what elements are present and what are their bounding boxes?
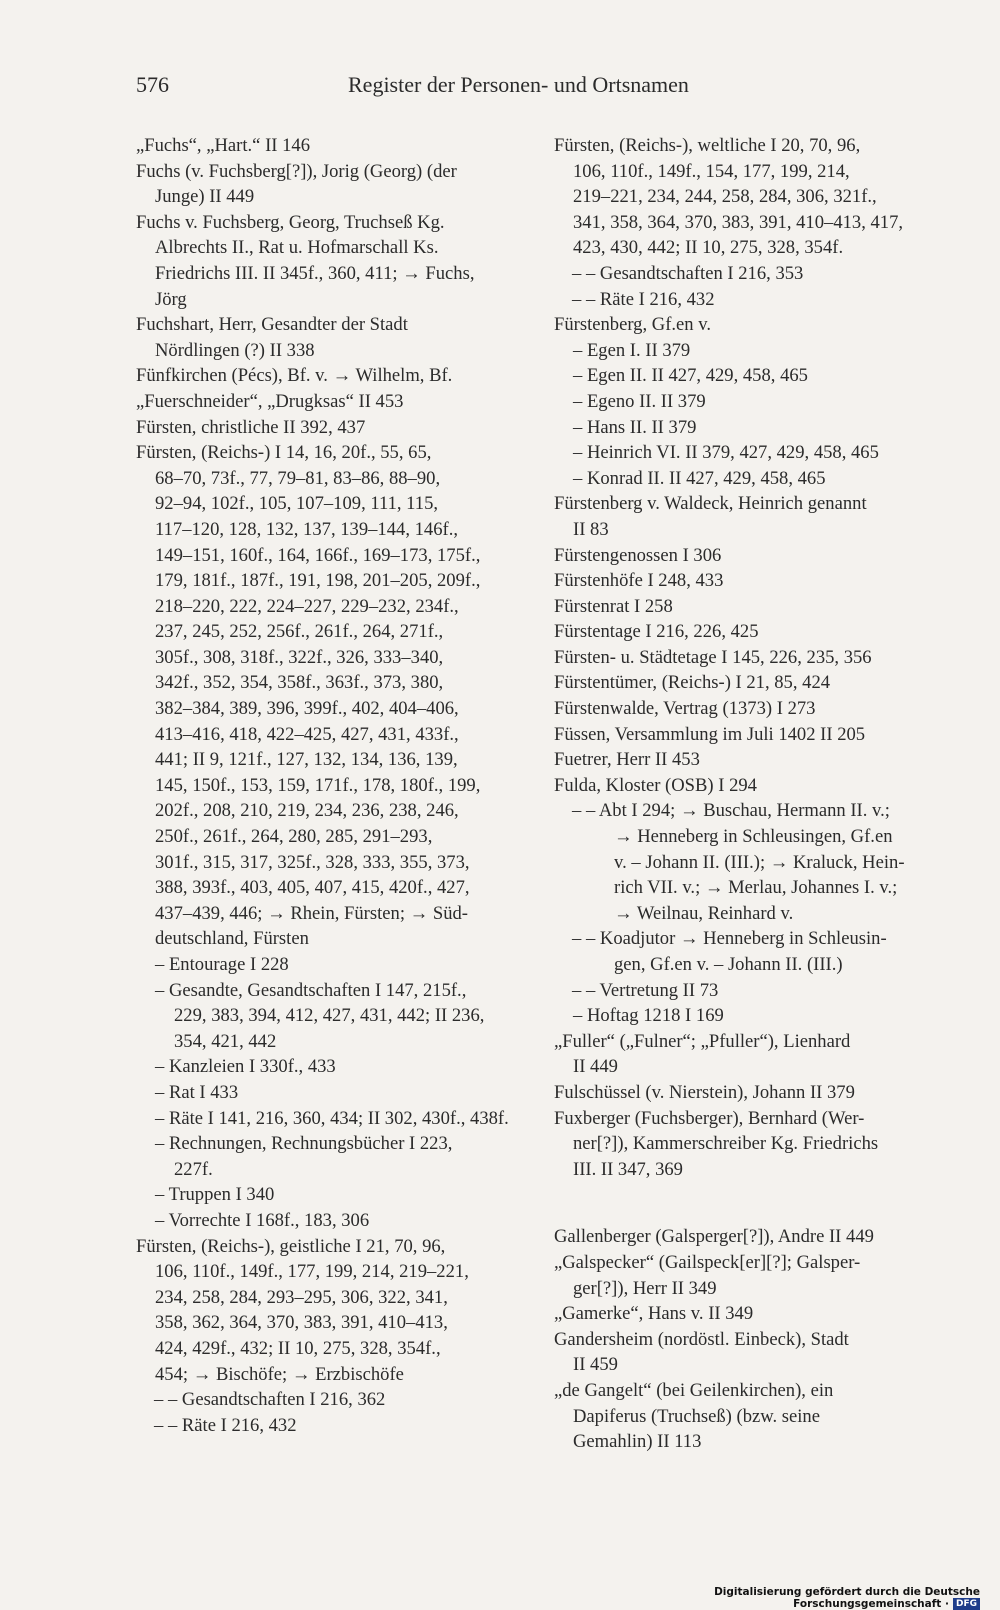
index-entry	[554, 798, 944, 926]
index-entry-line: 437–439, 446; → Rhein, Fürsten; → Süd-	[155, 902, 468, 924]
index-entry-line: – Hans II. II 379	[573, 416, 697, 438]
index-entry	[136, 312, 521, 363]
index-entry-line: – – Räte I 216, 432	[572, 288, 715, 310]
index-entry	[554, 287, 944, 313]
index-entry	[136, 1413, 521, 1439]
index-entry	[554, 440, 944, 466]
index-column-right	[554, 133, 944, 1455]
index-entry-line: Fuchshart, Herr, Gesandter der Stadt	[136, 314, 408, 336]
index-entry	[554, 1301, 944, 1327]
index-entry-line: Fürstenberg v. Waldeck, Heinrich genannt	[554, 493, 867, 515]
index-entry-line: v. – Johann II. (III.); → Kraluck, Hein-	[614, 851, 905, 873]
index-entry-line: Fürstenhöfe I 248, 433	[554, 570, 724, 592]
index-entry-line: 145, 150f., 153, 159, 171f., 178, 180f., 199,	[155, 774, 481, 796]
index-entry-line: Gallenberger (Galsperger[?]), Andre II 449	[554, 1226, 874, 1248]
letter-section-gap	[554, 1182, 944, 1224]
index-entry	[554, 747, 944, 773]
index-entry	[136, 1106, 521, 1132]
index-entry-line: II 449	[573, 1056, 618, 1078]
index-entry-line: Nördlingen (?) II 338	[155, 339, 315, 361]
index-entry-line: Friedrichs III. II 345f., 360, 411; → Fuchs,	[155, 262, 475, 284]
index-entry	[554, 1080, 944, 1106]
index-entry-line: „Fuller“ („Fulner“; „Pfuller“), Lienhard	[554, 1030, 851, 1052]
index-entry	[554, 568, 944, 594]
index-entry-line: – Heinrich VI. II 379, 427, 429, 458, 465	[573, 442, 879, 464]
index-entry-line: 227f.	[174, 1158, 213, 1180]
index-entry-line: 454; → Bischöfe; → Erzbischöfe	[155, 1363, 404, 1385]
index-entry-line: – Vorrechte I 168f., 183, 306	[155, 1209, 370, 1231]
index-entry-line: – Rat I 433	[155, 1081, 239, 1103]
index-entry-line: Fürstenberg, Gf.en v.	[554, 314, 711, 336]
index-entry	[554, 338, 944, 364]
index-entry-line: 305f., 308, 318f., 322f., 326, 333–340,	[155, 646, 444, 668]
index-entry-line: „de Gangelt“ (bei Geilenkirchen), ein	[554, 1379, 834, 1401]
index-entry-line: – Kanzleien I 330f., 433	[155, 1056, 336, 1078]
index-entry-line: – Egen II. II 427, 429, 458, 465	[573, 365, 808, 387]
index-entry-line: 106, 110f., 149f., 154, 177, 199, 214,	[573, 160, 850, 182]
index-entry-line: 423, 430, 442; II 10, 275, 328, 354f.	[573, 237, 844, 259]
index-entry	[136, 210, 521, 312]
index-entry	[554, 1378, 944, 1455]
index-entry-line: 424, 429f., 432; II 10, 275, 328, 354f.,	[155, 1337, 441, 1359]
index-entry	[554, 1106, 944, 1183]
index-entry-line: „Gamerke“, Hans v. II 349	[554, 1303, 754, 1325]
index-entry	[136, 1054, 521, 1080]
index-entry	[554, 363, 944, 389]
index-entry-line: deutschland, Fürsten	[155, 928, 309, 950]
index-entry	[554, 491, 944, 542]
index-entry-line: – – Gesandtschaften I 216, 353	[572, 262, 804, 284]
index-entry-line: – – Vertretung II 73	[572, 979, 719, 1001]
index-entry-line: 250f., 261f., 264, 280, 285, 291–293,	[155, 826, 433, 848]
index-entry	[554, 466, 944, 492]
footer-text: Digitalisierung gefördert durch die Deutsche Forschungsgemeinschaft ·	[714, 1586, 980, 1610]
index-entry	[554, 1224, 944, 1250]
index-entry-line: Dapiferus (Truchseß) (bzw. seine	[573, 1405, 820, 1427]
page-number: 576	[136, 72, 169, 97]
index-entry	[554, 415, 944, 441]
index-entry	[136, 1387, 521, 1413]
index-entry	[136, 389, 521, 415]
index-entry	[554, 543, 944, 569]
index-entry	[554, 312, 944, 338]
index-entry-line: gen, Gf.en v. – Johann II. (III.)	[614, 954, 843, 975]
index-entry-line: 342f., 352, 354, 358f., 363f., 373, 380,	[155, 672, 444, 694]
index-entry-line: Fürstengenossen I 306	[554, 544, 722, 566]
index-entry-line: – – Koadjutor → Henneberg in Schleusin-	[572, 928, 887, 950]
index-entry-line: Fürstentümer, (Reichs-) I 21, 85, 424	[554, 672, 831, 694]
index-entry-line: „Fuerschneider“, „Drugksas“ II 453	[136, 390, 404, 412]
index-entry	[136, 1234, 521, 1388]
index-entry-line: Fürsten, (Reichs-) I 14, 16, 20f., 55, 65,	[136, 442, 432, 464]
index-entry	[554, 696, 944, 722]
index-entry	[554, 261, 944, 287]
index-entry-line: 413–416, 418, 422–425, 427, 431, 433f.,	[155, 723, 459, 745]
index-entry	[136, 363, 521, 389]
index-entry-line: Fürstenwalde, Vertrag (1373) I 273	[554, 698, 816, 720]
index-entry-line: Jörg	[155, 288, 187, 310]
index-entry	[136, 1131, 521, 1182]
index-entry	[136, 952, 521, 978]
index-entry-line: 229, 383, 394, 412, 427, 431, 442; II 236,	[174, 1005, 485, 1027]
index-entry	[554, 670, 944, 696]
index-entry	[554, 978, 944, 1004]
index-entry-line: Fuchs (v. Fuchsberg[?]), Jorig (Georg) (der	[136, 160, 457, 182]
index-entry-line: Fuxberger (Fuchsberger), Bernhard (Wer-	[554, 1107, 865, 1129]
index-entry-line: II 459	[573, 1354, 618, 1376]
index-entry	[554, 389, 944, 415]
index-entry-line: „Galspecker“ (Gailspeck[er][?]; Galsper-	[554, 1251, 861, 1273]
index-entry-line: 202f., 208, 210, 219, 234, 236, 238, 246,	[155, 800, 459, 822]
index-entry	[554, 133, 944, 261]
index-entry-line: 149–151, 160f., 164, 166f., 169–173, 175f.,	[155, 544, 481, 566]
index-entry-line: – Hoftag 1218 I 169	[573, 1005, 724, 1027]
index-entry-line: Fuetrer, Herr II 453	[554, 749, 700, 771]
index-entry-line: Fürsten, christliche II 392, 437	[136, 416, 366, 438]
index-entry-line: 388, 393f., 403, 405, 407, 415, 420f., 427,	[155, 877, 470, 899]
index-entry	[136, 415, 521, 441]
index-entry-line: → Weilnau, Reinhard v.	[614, 902, 794, 924]
index-entry-line: III. II 347, 369	[573, 1158, 683, 1180]
index-entry-line: Albrechts II., Rat u. Hofmarschall Ks.	[155, 237, 439, 259]
index-entry-line: 441; II 9, 121f., 127, 132, 134, 136, 139,	[155, 749, 458, 771]
index-entry	[554, 773, 944, 799]
index-entry-line: Fulda, Kloster (OSB) I 294	[554, 774, 757, 796]
index-entry-line: ger[?]), Herr II 349	[573, 1277, 717, 1299]
index-entry-line: Gandersheim (nordöstl. Einbeck), Stadt	[554, 1328, 849, 1350]
index-entry-line: – Egen I. II 379	[573, 339, 691, 361]
index-entry-line: Füssen, Versammlung im Juli 1402 II 205	[554, 723, 866, 745]
index-entry-line: – Rechnungen, Rechnungsbücher I 223,	[155, 1133, 453, 1155]
index-entry-line: Fürstenrat I 258	[554, 595, 673, 617]
index-entry-line: 237, 245, 252, 256f., 261f., 264, 271f.,	[155, 621, 444, 643]
index-entry-line: 354, 421, 442	[174, 1030, 277, 1052]
page-title: Register der Personen- und Ortsnamen	[348, 72, 689, 97]
index-entry-line: Fulschüssel (v. Nierstein), Johann II 379	[554, 1081, 855, 1103]
index-entry-line: 68–70, 73f., 77, 79–81, 83–86, 88–90,	[155, 467, 441, 489]
index-entry-line: – – Abt I 294; → Buschau, Hermann II. v.;	[572, 800, 890, 822]
index-entry	[136, 1182, 521, 1208]
index-entry	[554, 1327, 944, 1378]
index-entry	[554, 645, 944, 671]
index-column-left	[136, 133, 521, 1438]
index-entry-line: ner[?]), Kammerschreiber Kg. Friedrichs	[573, 1133, 879, 1155]
index-entry-line: – Entourage I 228	[155, 954, 289, 975]
index-entry-line: Fünfkirchen (Pécs), Bf. v. → Wilhelm, Bf.	[136, 365, 453, 387]
index-entry-line: – – Gesandtschaften I 216, 362	[154, 1389, 386, 1411]
dfg-logo: DFG	[953, 1598, 980, 1610]
index-entry-line: – Gesandte, Gesandtschaften I 147, 215f.,	[155, 979, 467, 1001]
index-entry	[554, 1003, 944, 1029]
index-entry-line: 219–221, 234, 244, 258, 284, 306, 321f.,	[573, 186, 877, 208]
index-entry-line: – – Räte I 216, 432	[154, 1414, 297, 1436]
index-entry-line: Fürstentage I 216, 226, 425	[554, 621, 759, 643]
index-entry-line: Fürsten- u. Städtetage I 145, 226, 235, 356	[554, 646, 872, 668]
index-entry	[554, 594, 944, 620]
index-entry	[136, 1208, 521, 1234]
index-entry-line: 301f., 315, 317, 325f., 328, 333, 355, 373,	[155, 851, 470, 873]
index-entry-line: Fürsten, (Reichs-), weltliche I 20, 70, 96,	[554, 135, 861, 156]
index-entry-line: – Egeno II. II 379	[573, 390, 706, 412]
index-entry	[554, 926, 944, 977]
index-entry-line: – Konrad II. II 427, 429, 458, 465	[573, 467, 826, 489]
index-entry-line: → Henneberg in Schleusingen, Gf.en	[614, 826, 893, 848]
index-entry-line: 358, 362, 364, 370, 383, 391, 410–413,	[155, 1312, 448, 1334]
index-entry-line: rich VII. v.; → Merlau, Johannes I. v.;	[614, 877, 898, 899]
index-entry-line: Gemahlin) II 113	[573, 1431, 702, 1453]
index-entry	[554, 1250, 944, 1301]
running-header	[0, 72, 1000, 106]
index-entry	[136, 159, 521, 210]
index-entry-line: 179, 181f., 187f., 191, 198, 201–205, 209f.,	[155, 570, 481, 592]
index-entry	[136, 1080, 521, 1106]
index-entry-line: 234, 258, 284, 293–295, 306, 322, 341,	[155, 1286, 448, 1308]
index-entry-line: – Truppen I 340	[155, 1184, 275, 1206]
index-entry	[554, 619, 944, 645]
index-entry-line: 382–384, 389, 396, 399f., 402, 404–406,	[155, 698, 459, 720]
index-entry-line: Fürsten, (Reichs-), geistliche I 21, 70, 96,	[136, 1235, 446, 1257]
index-entry-line: 117–120, 128, 132, 137, 139–144, 146f.,	[155, 518, 459, 540]
index-entry-line: „Fuchs“, „Hart.“ II 146	[136, 135, 310, 156]
index-entry-line: Junge) II 449	[155, 186, 255, 208]
index-entry	[136, 440, 521, 952]
index-entry-line: 218–220, 222, 224–227, 229–232, 234f.,	[155, 595, 459, 617]
index-entry-line: – Räte I 141, 216, 360, 434; II 302, 430f., 438f.	[155, 1107, 509, 1129]
index-entry	[136, 978, 521, 1055]
funding-footer	[600, 1586, 980, 1610]
index-entry-line: II 83	[573, 518, 609, 540]
index-entry-line: Fuchs v. Fuchsberg, Georg, Truchseß Kg.	[136, 211, 445, 233]
index-entry	[554, 1029, 944, 1080]
index-entry-line: 92–94, 102f., 105, 107–109, 111, 115,	[155, 493, 439, 515]
index-entry-line: 106, 110f., 149f., 177, 199, 214, 219–221,	[155, 1261, 469, 1283]
index-entry	[554, 722, 944, 748]
index-entry	[136, 133, 521, 159]
index-entry-line: 341, 358, 364, 370, 383, 391, 410–413, 417,	[573, 211, 904, 233]
